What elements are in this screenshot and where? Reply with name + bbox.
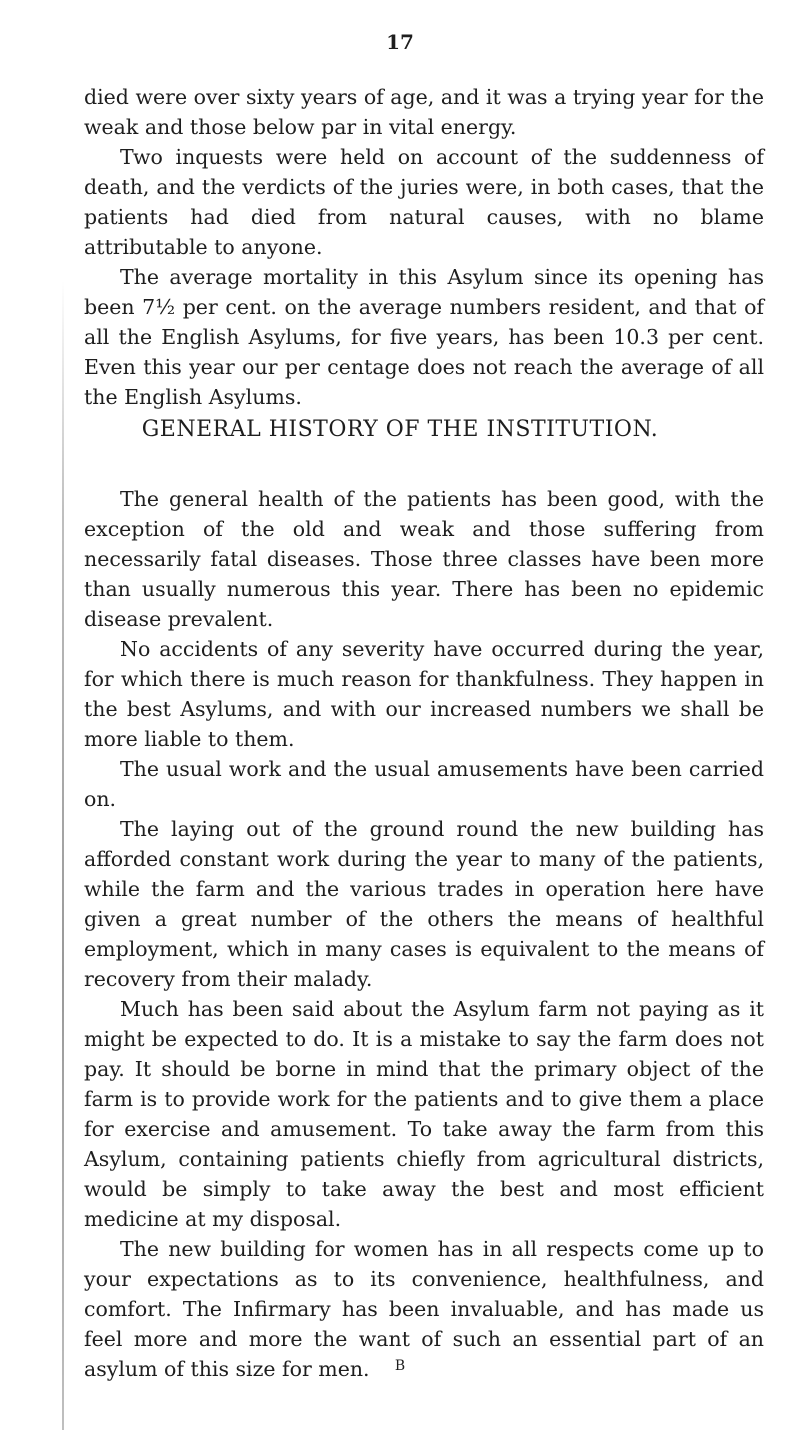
paragraph: The new building for women has in all respects come up to your expectations as to its convenience, healthfulness, and comfort. The Infirmary has been invaluable, and has made us feel more and more the want of such an essential part of an asylum of this size for men.: [84, 1237, 764, 1381]
binding-edge: [62, 280, 64, 1430]
paragraph: Much has been said about the Asylum farm not paying as it might be expected to do. It is a mistake to say the farm does not pay. It should be borne in mind that the primary object of the farm is to provide work for the patients and to give them a place for exercise and amusement. To take away the farm from this Asylum, containing patients chiefly from agricultural districts, would be simply to take away the best and most efficient medicine at my disposal.: [84, 997, 764, 1231]
page-number: 17: [386, 30, 414, 54]
history-section: [84, 484, 764, 1384]
paragraph: The laying out of the ground round the new building has afforded constant work during the year to many of the patients, while the farm and the various trades in operation here have given a great number of the others the means of healthful employment, which in many cases is equivalent to the means of recovery from their malady.: [84, 817, 764, 991]
signature-mark: B: [394, 1358, 406, 1374]
paragraph: The general health of the patients has been good, with the exception of the old and weak and those suffering from necessarily fatal diseases. Those three classes have been more than usually numerous this year. There has been no epidemic disease prevalent.: [84, 487, 764, 631]
intro-section: [84, 82, 764, 412]
paragraph: The usual work and the usual amusements have been carried on.: [84, 757, 764, 811]
paragraph: No accidents of any severity have occurred during the year, for which there is much reason for thankfulness. They happen in the best Asylums, and with our increased numbers we shall be more liable to them.: [84, 637, 764, 751]
paragraph: died were over sixty years of age, and it was a trying year for the weak and those below par in vital energy.: [84, 85, 764, 139]
section-heading: GENERAL HISTORY OF THE INSTITUTION.: [141, 417, 659, 442]
paragraph: The average mortality in this Asylum since its opening has been 7½ per cent. on the average numbers resident, and that of all the English Asylums, for five years, has been 10.3 per cent. Even this year our per centage does not reach the average of all the English Asylums.: [84, 265, 764, 409]
paragraph: Two inquests were held on account of the suddenness of death, and the verdicts of the juries were, in both cases, that the patients had died from natural causes, with no blame attributable to anyone.: [84, 145, 764, 259]
